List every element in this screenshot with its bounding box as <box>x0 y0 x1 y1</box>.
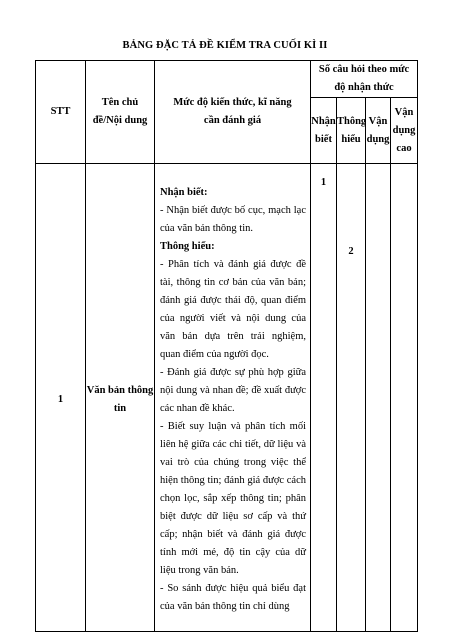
count-recognize: 1 <box>320 177 327 188</box>
header-level-apply-high: Vận dụng cao <box>391 98 418 164</box>
table-row <box>36 164 418 632</box>
understand-label: Thông hiểu: <box>160 240 215 252</box>
row-topic: Văn bản thông tin <box>86 164 155 632</box>
understand-item: - Đánh giá được sự phù hợp giữa nội dung và nhan đề; đề xuất được các nhan đề khác. <box>160 366 306 414</box>
header-description: Mức độ kiến thức, kĩ năng cần đánh giá <box>155 61 311 164</box>
row-description <box>155 164 311 632</box>
recognize-item: - Nhận biết được bố cục, mạch lạc của văn bản thông tin. <box>160 204 306 234</box>
row-stt: 1 <box>36 164 86 632</box>
recognize-label: Nhận biết: <box>160 186 208 198</box>
count-understand: 2 <box>348 246 354 257</box>
count-apply-high-cell <box>391 164 418 632</box>
header-topic: Tên chủ đề/Nội dung <box>86 61 155 164</box>
header-level-apply: Vận dụng <box>366 98 391 164</box>
understand-item: - Phân tích và đánh giá được đề tài, thông tin cơ bản của văn bản; đánh giá được thái độ, quan điểm của người viết và nội dung của văn bản dựa trên trải nghiệm, quan điểm của người đọc. <box>160 258 306 360</box>
count-apply-cell <box>366 164 391 632</box>
document-title: BẢNG ĐẶC TẢ ĐỀ KIỂM TRA CUỐI KÌ II <box>122 40 328 51</box>
understand-item: - So sánh được hiệu quả biểu đạt của văn bản thông tin chỉ dùng <box>160 582 306 612</box>
header-stt: STT <box>36 61 86 164</box>
header-level-understand: Thông hiểu <box>337 98 366 164</box>
header-question-group: Số câu hỏi theo mức độ nhận thức <box>311 61 418 98</box>
understand-item: - Biết suy luận và phân tích mối liên hệ giữa các chi tiết, dữ liệu và vai trò của chúng trong việc thể hiện thông tin; đánh giá được cách chọn lọc, sắp xếp thông tin; phân biệt được dữ liệu sơ cấp và thứ cấp; nhận biết và đánh giá được tính mới mẻ, độ tin cậy của dữ liệu trong văn bản. <box>160 420 306 576</box>
count-understand-cell <box>337 164 366 632</box>
header-level-recognize: Nhận biết <box>311 98 337 164</box>
count-recognize-cell <box>311 164 337 632</box>
specification-table <box>35 60 418 632</box>
